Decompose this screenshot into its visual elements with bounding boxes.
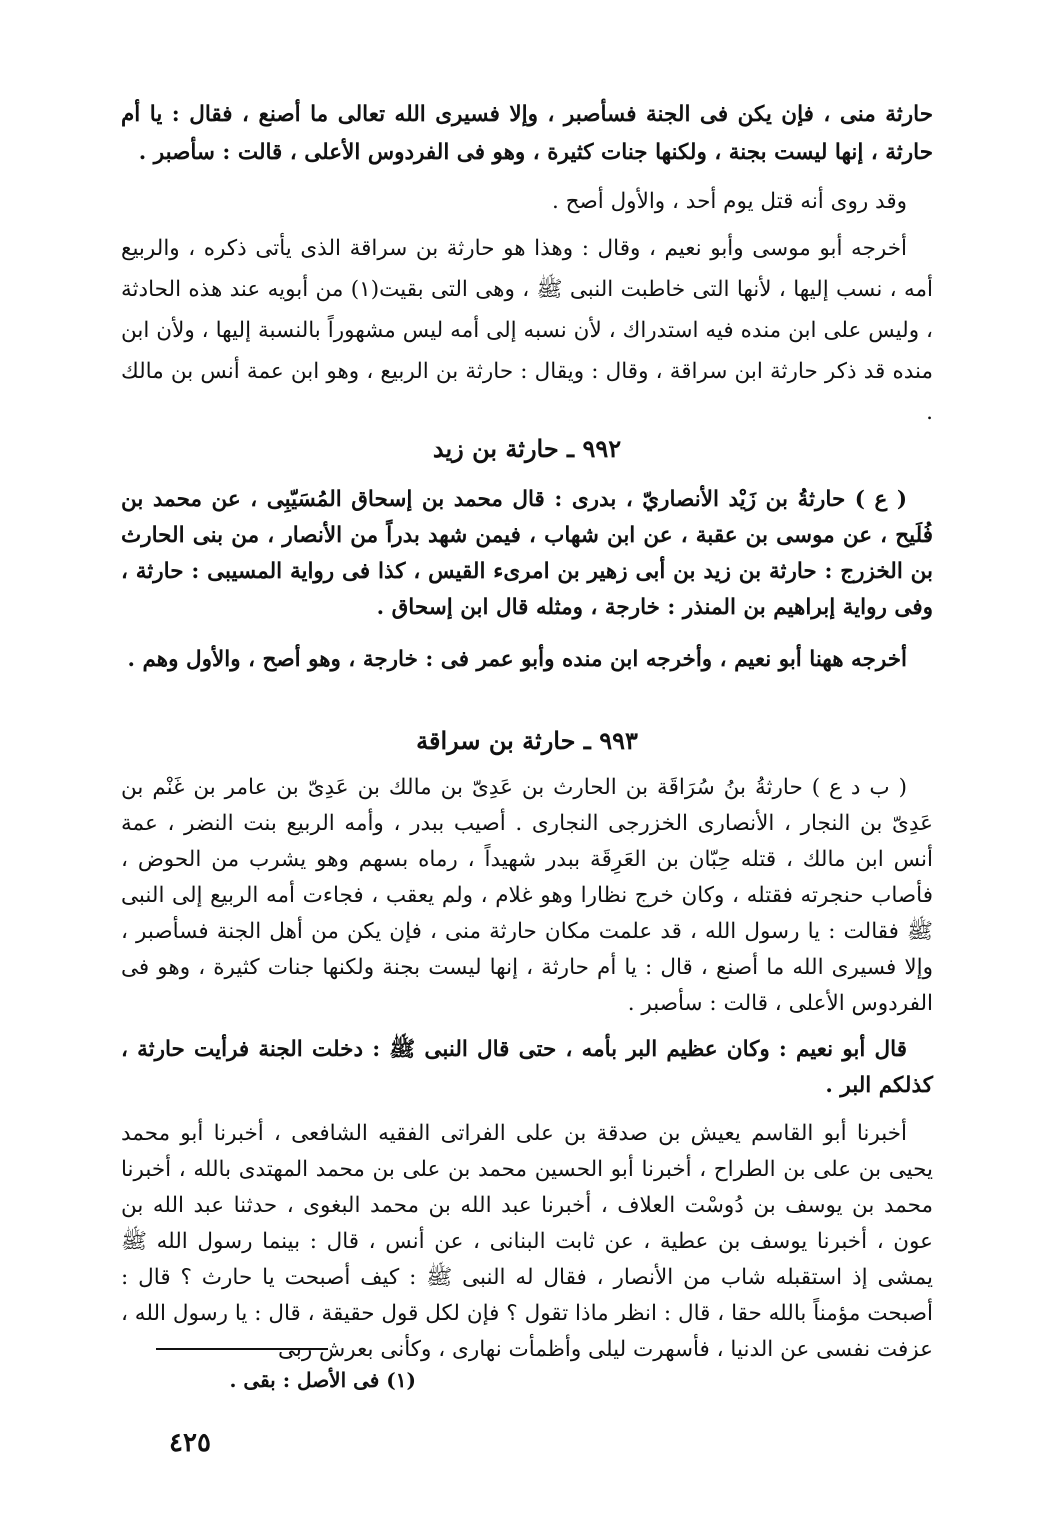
entry-993 (121, 770, 933, 1368)
entry-993-paragraph-1: ( ب د ع ) حارثةُ بنُ سُرَاقَة بن الحارث بن عَدِىّ بن مالك بن عَدِىّ بن عامر بن غَنْم بن عَدِىّ بن النجار ، الأنصارى الخزرجى النجارى . أصيب ببدر ، وأمه الربيع بنت النضر ، عمة أنس ابن مالك ، قتله حِبّان بن العَرِقَة ببدر شهيداً ، رماه بسهم وهو يشرب من الحوض ، فأصاب حنجرته فقتله ، وكان خرج نظارا وهو غلام ، ولم يعقب ، فجاءت أمه الربيع إلى النبى ﷺ فقالت : يا رسول الله ، قد علمت مكان حارثة منى ، فإن يكن من أهل الجنة فسأصبر ، وإلا فسيرى الله ما أصنع ، قال : يا أم حارثة ، إنها ليست بجنة ولكنها جنات كثيرة ، وهو فى الفردوس الأعلى ، قالت : سأصبر . (121, 775, 933, 1016)
footnote-divider (156, 1348, 328, 1350)
entry-992 (121, 482, 933, 680)
top-entry (121, 96, 933, 433)
entry-992-paragraph-1: ( ع ) حارثةُ بن زَيْد الأنصاريّ ، بدرى : قال محمد بن إسحاق المُسَيّبِى ، عن محمد بن فُلَيح ، عن موسى بن عقبة ، عن ابن شهاب ، فيمن شهد بدراً من الأنصار ، من بنى الحارث بن الخزرج : حارثة بن زيد بن أبى زهير بن امرىء القيس ، كذا فى رواية المسيبى : حارثة ، وفى رواية إبراهيم بن المنذر : خارجة ، ومثله قال ابن إسحاق . (121, 487, 933, 620)
entry-992-paragraph-2: أخرجه ههنا أبو نعيم ، وأخرجه ابن منده وأبو عمر فى : خارجة ، وهو أصح ، والأول وهم . (127, 647, 907, 672)
top-entry-line-2: وقد روى أنه قتل يوم أحد ، والأول أصح . (551, 189, 907, 214)
top-entry-line-1: حارثة منى ، فإن يكن فى الجنة فسأصبر ، وإلا فسيرى الله تعالى ما أصنع ، فقال : يا أم حارثة ، إنها ليست بجنة ، ولكنها جنات كثيرة ، وهو فى الفردوس الأعلى ، قالت : سأصبر . (121, 102, 933, 165)
footnote: (١) فى الأصل : بقى . (229, 1368, 416, 1392)
entry-992-heading: ٩٩٢ ـ حارثة بن زيد (432, 434, 622, 463)
top-entry-line-3: أخرجه أبو موسى وأبو نعيم ، وقال : وهذا هو حارثة بن سراقة الذى يأتى ذكره ، والربيع أمه ، نسب إليها ، لأنها التى خاطبت النبى ﷺ ، وهى التى بقيت(١) من أبويه عند هذه الحادثة ، وليس على ابن منده فيه استدراك ، لأن نسبه إلى أمه ليس مشهوراً بالنسبة إليها ، ولأن ابن منده قد ذكر حارثة ابن سراقة ، وقال : ويقال : حارثة بن الربيع ، وهو ابن عمة أنس بن مالك . (121, 236, 934, 425)
entry-993-heading: ٩٩٣ ـ حارثة بن سراقة (416, 726, 638, 755)
entry-993-paragraph-3: أخبرنا أبو القاسم يعيش بن صدقة بن على الفراتى الفقيه الشافعى ، أخبرنا أبو محمد يحيى بن على بن الطراح ، أخبرنا أبو الحسين محمد بن على بن محمد المهتدى بالله ، أخبرنا محمد بن يوسف بن دُوسْت العلاف ، أخبرنا عبد الله بن محمد البغوى ، حدثنا عبد الله بن عون ، أخبرنا يوسف بن عطية ، عن ثابت البنانى ، عن أنس ، قال : بينما رسول الله ﷺ يمشى إذ استقبله شاب من الأنصار ، فقال له النبى ﷺ : كيف أصبحت يا حارث ؟ قال : أصبحت مؤمناً بالله حقا ، قال : انظر ماذا تقول ؟ فإن لكل قول حقيقة ، قال : يا رسول الله ، عزفت نفسى عن الدنيا ، فأسهرت ليلى وأظمأت نهارى ، وكأنى بعرش ربى (121, 1121, 933, 1362)
page-number: ٤٢٥ (169, 1428, 211, 1458)
entry-993-paragraph-2: قال أبو نعيم : وكان عظيم البر بأمه ، حتى قال النبى ﷺ : دخلت الجنة فرأيت حارثة ، كذلكم البر . (121, 1037, 933, 1098)
